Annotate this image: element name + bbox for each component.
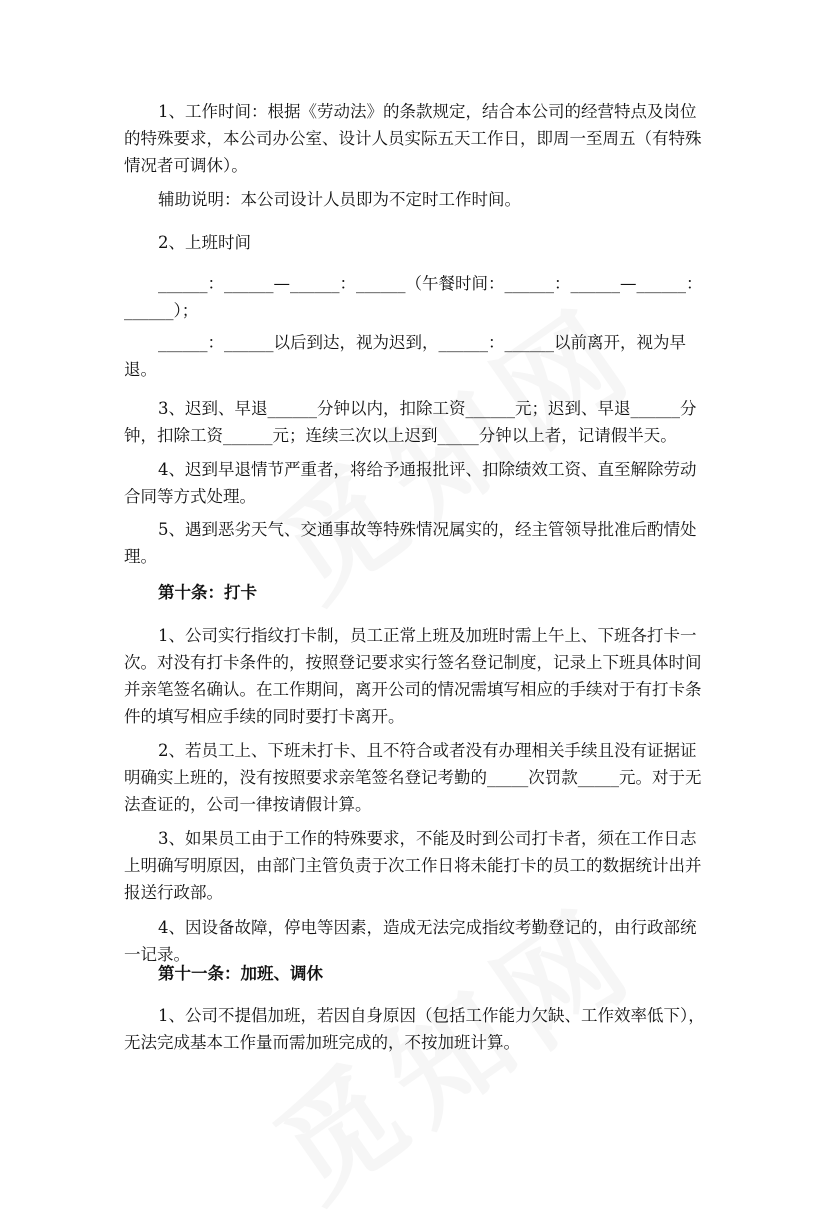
- paragraph-serious-cases: 4、迟到早退情节严重者，将给予通报批评、扣除绩效工资、直至解除劳动合同等方式处理。: [124, 460, 697, 506]
- paragraph-office-hours-blanks: ______：______—______：______（午餐时间：______：______—______：______）；: [124, 274, 703, 320]
- paragraph-missed-clock: 2、若员工上、下班未打卡、且不符合或者没有办理相关手续且没有证据证明确实上班的，没有按照要求亲笔签名登记考勤的_____次罚款_____元。对于无法查证的，公司一律按请假计算。: [124, 741, 702, 814]
- paragraph-office-hours-title: 2、上班时间: [158, 233, 251, 252]
- paragraph-fingerprint-clock: 1、公司实行指纹打卡制，员工正常上班及加班时需上午上、下班各打卡一次。对没有打卡条件的，按照登记要求实行签名登记制度，记录上下班具体时间并亲笔签名确认。在工作期间，离开公司的情况需填写相应的手续对于有打卡条件的填写相应手续的同时要打卡离开。: [124, 626, 702, 726]
- paragraph-special-circumstances: 5、遇到恶劣天气、交通事故等特殊情况属实的，经主管领导批准后酌情处理。: [124, 520, 697, 566]
- paragraph-overtime-policy: 1、公司不提倡加班，若因自身原因（包括工作能力欠缺、工作效率低下），无法完成基本工作量而需加班完成的，不按加班计算。: [124, 1006, 705, 1052]
- paragraph-auxiliary-note: 辅助说明：本公司设计人员即为不定时工作时间。: [158, 190, 521, 209]
- paragraph-late-penalty: 3、迟到、早退______分钟以内，扣除工资______元；迟到、早退______分钟，扣除工资______元；连续三次以上迟到_____分钟以上者，记请假半天。: [124, 399, 697, 445]
- paragraph-equipment-failure: 4、因设备故障，停电等因素，造成无法完成指纹考勤登记的，由行政部统一记录。: [124, 918, 697, 964]
- paragraph-late-early-definition: ______：______以后到达，视为迟到，______：______以前离开，视为早退。: [124, 333, 686, 379]
- section-heading-overtime: 第十一条：加班、调休: [158, 964, 323, 983]
- paragraph-work-time: 1、工作时间：根据《劳动法》的条款规定，结合本公司的经营特点及岗位的特殊要求，本公司办公室、设计人员实际五天工作日，即周一至周五（有特殊情况者可调休）。: [124, 102, 702, 175]
- paragraph-special-requirements: 3、如果员工由于工作的特殊要求，不能及时到公司打卡者，须在工作日志上明确写明原因，由部门主管负责于次工作日将未能打卡的员工的数据统计出并报送行政部。: [124, 829, 702, 902]
- section-heading-clock-in: 第十条：打卡: [158, 583, 257, 602]
